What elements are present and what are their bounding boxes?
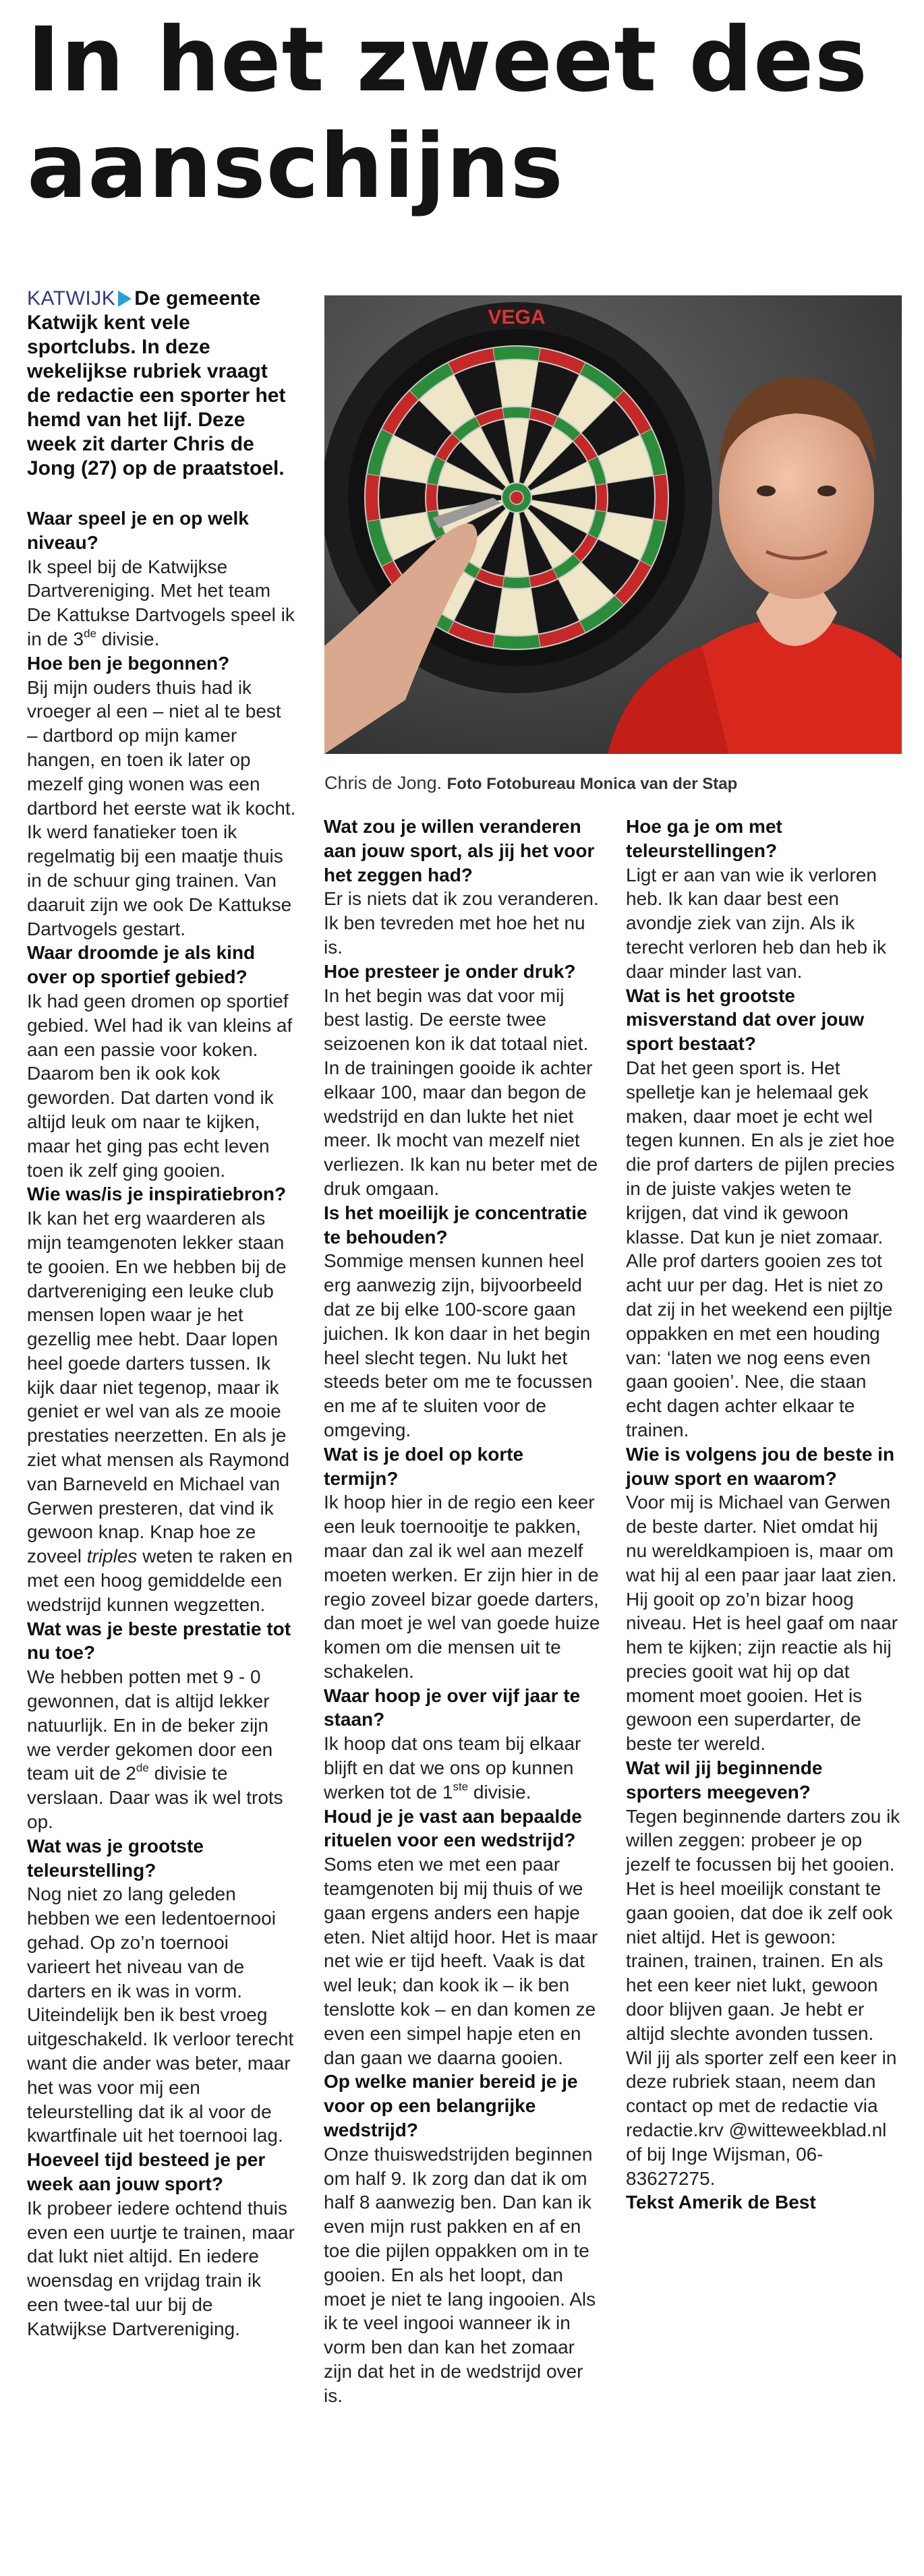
dartboard-segment [426, 484, 438, 512]
answer: Er is niets dat ik zou veranderen. Ik ben tevreden met hoe het nu is. [324, 888, 599, 958]
answer: Soms eten we met een paar teamgenoten bij mij thuis of we gaan ergens anders een hapje eten. Niet altijd hoor. Het is maar net wie er tijd heeft. Vaak is dat wel leuk; dan kook ik – ik ben tenslotte kok – en dan komen ze even een simpel hapje eten en dan gaan we daarna gooien. [324, 1854, 598, 2068]
answer: Tegen beginnende darters zou ik willen zeggen: probeer je op jezelf te focussen bij het gooien. Het is heel moeilijk constant te gaan gooien, dat doe ik zelf ook niet altijd. Het is gewoon: trainen, trainen, trainen. En als het een keer niet lukt, gewoon door blijven gaan. Je hebt er altijd slechte avonden tussen. [626, 1805, 900, 2044]
answer: Ik kan het erg waarderen als mijn teamgenoten lekker staan te gooien. En we hebben bij de dartvereniging een leuke club mensen lopen waar je het gezellig mee hebt. Daar lopen heel goede darters tussen. Ik kijk daar niet tegenop, maar ik geniet er wel van als ze mooie prestaties neerzetten. En als je ziet what mensen als Raymond van Barneveld en Michael van Gerwen presteren, dat vind ik gewoon knap. Knap hoe ze zoveel triples weten te raken en met een hoog gemiddelde een wedstrijd kunnen wegzetten. [27, 1208, 293, 1615]
photo-credit: Foto Fotobureau Monica van der Stap [446, 775, 738, 793]
question: Waar hoop je over vijf jaar te staan? [324, 1685, 581, 1730]
answer: Sommige mensen kunnen heel erg aanwezig zijn, bijvoorbeeld dat ze bij elke 100-score gaan juichen. Ik kon daar in het begin heel slecht tegen. Nu lukt het steeds beter om me te focussen en me af te sluiten voor de omgeving. [324, 1250, 593, 1440]
question: Is het moeilijk je concentratie te behouden? [324, 1202, 587, 1248]
question: Wie was/is je inspiratiebron? [27, 1183, 287, 1205]
answer: Ik probeer iedere ochtend thuis even een uurtje te trainen, maar dat lukt niet altijd. En iedere woensdag en vrijdag train ik een twee-tal uur bij de Katwijkse Dartvereniging. [27, 2197, 295, 2339]
question: Wat is je doel op korte termijn? [324, 1443, 524, 1489]
answer: Voor mij is Michael van Gerwen de beste darter. Niet omdat hij nu wereldkampioen is, maar om wat hij al een paar jaar laat zien. Hij gooit op zo’n bizar hoog niveau. Het is heel gaaf om naar hem te kijken; zijn reactie als hij precies gooit wat hij op dat moment moet gooien. Het is gewoon een superdarter, de beste ter wereld. [626, 1492, 898, 1755]
photo-caption [324, 773, 737, 794]
article-column-2 [324, 815, 600, 2408]
question: Waar droomde je als kind over op sportief gebied? [27, 942, 256, 988]
answer: We hebben potten met 9 - 0 gewonnen, dat is altijd lekker natuurlijk. En in de beker zijn we verder gekomen door een team uit de 2de divisie te verslaan. Daar was ik wel trots op. [27, 1666, 283, 1833]
answer: Dat het geen sport is. Het spelletje kan je helemaal gek maken, daar moet je echt wel tegen kunnen. En als je ziet hoe die prof darters de pijlen precies in de juiste vakjes weten te krijgen, dat vind ik gewoon klasse. Dat kun je niet zomaar. Alle prof darters gooien zes tot acht uur per dag. Het is niet zo dat zij in het weekend een pijltje oppakken en met een houding van: ‘laten we nog eens even gaan gooien’. Nee, die staan echt dagen achter elkaar te trainen. [626, 1057, 895, 1440]
question: Op welke manier bereid je je voor op een belangrijke wedstrijd? [324, 2071, 578, 2141]
intro-text: De gemeente Katwijk kent vele sportclubs. In deze wekelijkse rubriek vraagt de redactie een sporter het hemd van het lijf. Deze week zit darter Chris de Jong (27) op de praatstoel. [27, 287, 286, 479]
answer: Ik hoop hier in de regio een keer een leuk toernooitje te pakken, maar dan zal ik wel aan mezelf moeten werken. Er zijn hier in de regio zoveel bizar goede darters, dan moet je wel van goede huize komen om die mensen uit te schakelen. [324, 1492, 600, 1682]
answer: Ik hoop dat ons team bij elkaar blijft en dat we ons op kunnen werken tot de 1ste divisie. [324, 1733, 581, 1803]
intro [27, 287, 297, 481]
answer: Nog niet zo lang geleden hebben we een ledentoernooi gehad. Op zo’n toernooi varieert het niveau van de darters en ik was in vorm. Uiteindelijk ben ik best vroeg uitgeschakeld. Ik verloor terecht want die ander was beter, maar het was voor mij een teleurstelling dat ik al voor de kwartfinale uit het toernooi lag. [27, 1883, 294, 2146]
dartboard-brand: VEGA [488, 306, 546, 328]
question: Wat wil jij beginnende sporters meegeven? [626, 1757, 823, 1803]
question: Wat is het grootste misverstand dat over jouw sport bestaat? [626, 985, 865, 1055]
question: Wat was je grootste teleurstelling? [27, 1835, 204, 1881]
question: Waar speel je en op welk niveau? [27, 508, 249, 553]
headline-line-2: aanschijns [27, 115, 564, 218]
headline [27, 7, 904, 220]
question: Wat zou je willen veranderen aan jouw sport, als jij het voor het zeggen had? [324, 816, 595, 885]
kicker: KATWIJK [27, 287, 116, 310]
outro: Wil jij als sporter zelf een keer in deze rubriek staan, neem dan contact op met de redactie via redactie.krv @witteweekblad.nl of bij Inge Wijsman, 06-83627275. [626, 2047, 897, 2189]
article-column-1 [27, 287, 297, 2341]
dartboard-segment [502, 407, 531, 419]
question: Wat was je beste prestatie tot nu toe? [27, 1618, 291, 1664]
dartboard-segment [596, 484, 608, 512]
answer: Ik speel bij de Katwijkse Dartvereniging. Met het team De Kattukse Dartvogels speel ik in de 3de divisie. [27, 556, 295, 649]
answer: Ik had geen dromen op sportief gebied. Wel had ik van kleins af aan een passie voor koken. Daarom ben ik ook kok geworden. Dat darten vond ik altijd leuk om naar te kijken, maar het ging pas echt leven toen ik zelf ging gooien. [27, 990, 293, 1181]
answer: Bij mijn ouders thuis had ik vroeger al een – niet al te best – dartbord op mijn kamer hangen, en toen ik later op mezelf ging wonen was een dartbord het eerste wat ik kocht. Ik werd fanatieker toen ik regelmatig bij een maatje thuis in de schuur ging trainen. Van daaruit zijn we ook De Kattukse Dartvogels gestart. [27, 676, 296, 939]
answer: Ligt er aan van wie ik verloren heb. Ik kan daar best een avondje ziek van zijn. Als ik terecht verloren heb dan heb ik daar minder last van. [626, 864, 887, 982]
caption-text: Chris de Jong. [324, 773, 442, 793]
question: Wie is volgens jou de beste in jouw sport en waarom? [626, 1443, 895, 1489]
kicker-arrow-icon [118, 291, 132, 307]
headline-line-1: In het zweet des [27, 8, 869, 112]
byline: Tekst Amerik de Best [626, 2192, 816, 2213]
article-photo [324, 295, 902, 754]
question: Hoe ga je om met teleurstellingen? [626, 816, 782, 861]
article-column-3 [626, 815, 902, 2215]
question: Hoe presteer je onder druk? [324, 960, 576, 982]
answer: In het begin was dat voor mij best lastig. De eerste twee seizoenen kon ik dat totaal niet. In de trainingen gooide ik achter elkaar 100, maar dan begon de wedstrijd en dan lukte het niet meer. Ik mocht van mezelf niet verliezen. Ik kan nu beter met de druk omgaan. [324, 985, 598, 1199]
question: Hoeveel tijd besteed je per week aan jouw sport? [27, 2149, 266, 2194]
dartboard-segment [502, 577, 531, 589]
question: Hoe ben je begonnen? [27, 652, 230, 674]
question: Houd je je vast aan bepaalde rituelen voor een wedstrijd? [324, 1805, 582, 1851]
answer: Onze thuiswedstrijden beginnen om half 9. Ik zorg dan dat ik om half 8 aanwezig ben. Dan kan ik even mijn rust pakken en af en toe die pijlen oppakken om in te gooien. En als het loopt, dan moet je niet te lang ingooien. Als ik te veel ingooi wanneer ik in vorm ben dan kan het zomaar zijn dat het in de wedstrijd over is. [324, 2143, 596, 2406]
